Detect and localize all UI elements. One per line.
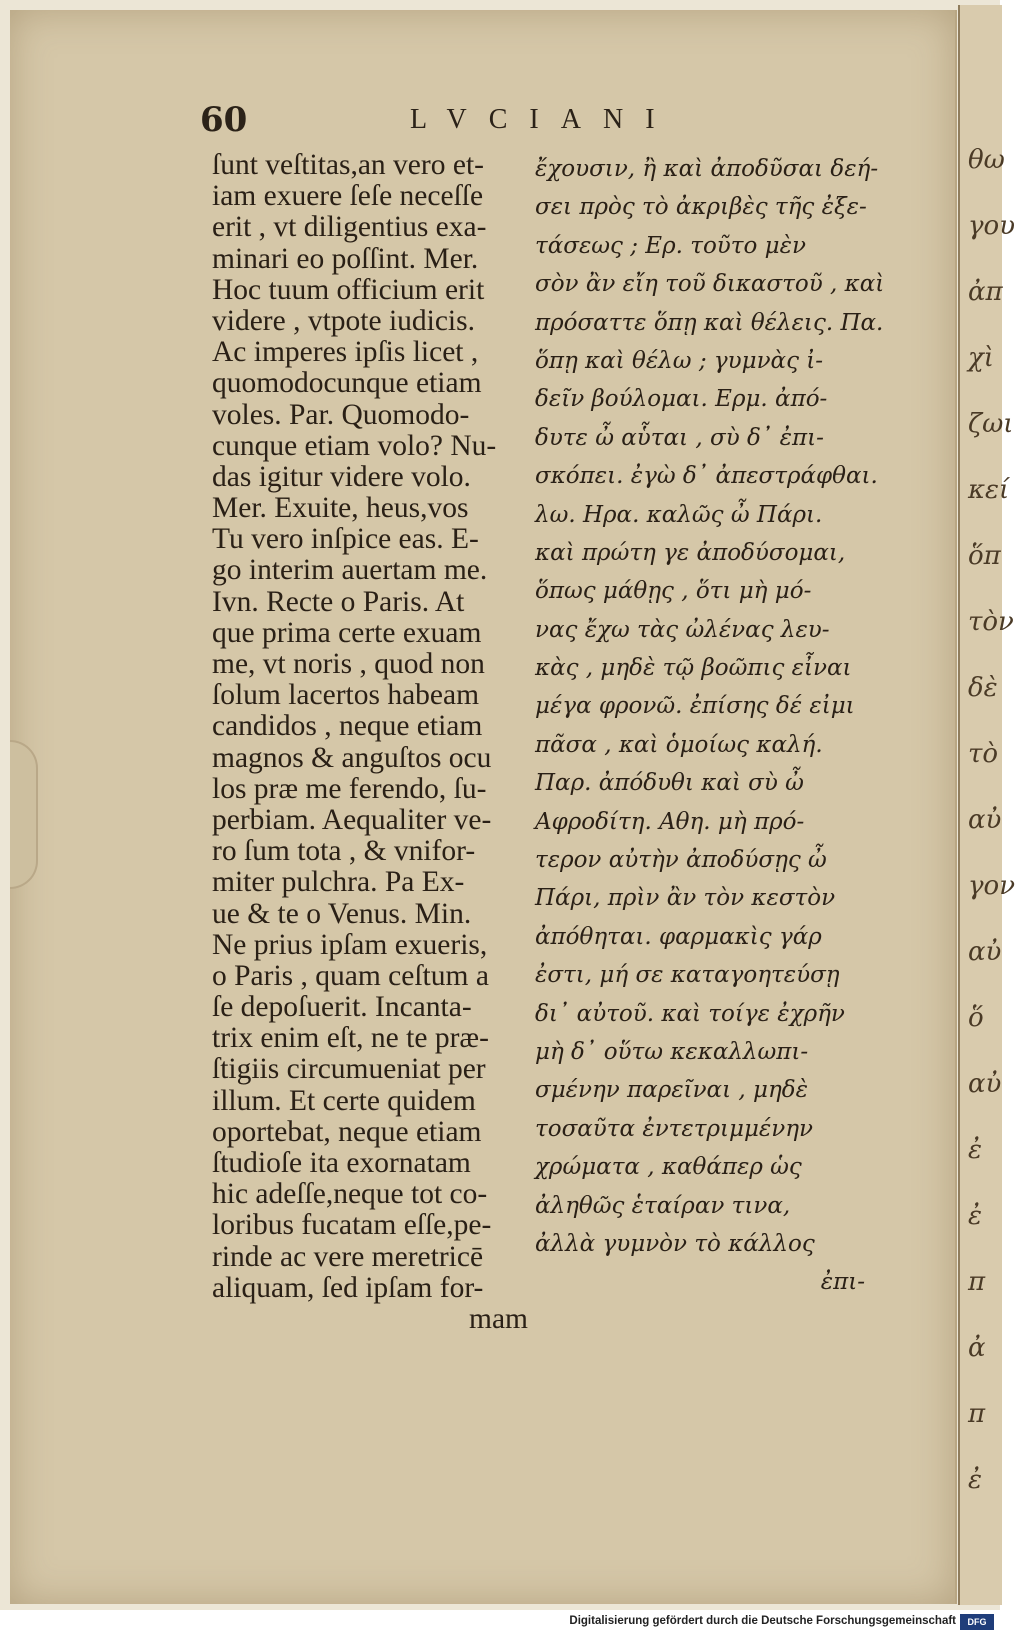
next-page-fragment: θω bbox=[968, 145, 1005, 175]
next-page-fragment: δὲ bbox=[968, 673, 998, 703]
next-page-fragment: γον bbox=[968, 871, 1015, 901]
greek-line: σκόπει. ἐγὼ δ᾽ ἀπεστράφθαι. bbox=[535, 463, 878, 490]
greek-line: τάσεως ; Ερ. τοῦτο μὲν bbox=[535, 232, 806, 259]
footer-bar bbox=[0, 1610, 1000, 1636]
latin-line: Mer. Exuite, heus,vos bbox=[212, 492, 469, 525]
latin-line: perbiam. Aequaliter ve- bbox=[212, 803, 492, 836]
greek-line: μέγα φρονῶ. ἐπίσης δέ εἰμι bbox=[535, 693, 855, 720]
greek-line: ὅπῃ καὶ θέλω ; γυμνὰς ἰ- bbox=[535, 347, 824, 374]
latin-line: go interim auertam me. bbox=[212, 554, 488, 587]
greek-line: τερον αὐτὴν ἀποδύσῃς ὦ bbox=[535, 847, 827, 874]
latin-line: Ac imperes ipſis licet , bbox=[212, 336, 479, 369]
latin-line: ſolum lacertos habeam bbox=[212, 679, 480, 712]
running-title: LVCIANI bbox=[410, 104, 677, 135]
latin-line: me, vt noris , quod non bbox=[212, 648, 485, 680]
greek-line: μὴ δ᾽ οὕτω κεκαλλωπι- bbox=[535, 1038, 809, 1065]
next-page-fragment: αὐ bbox=[968, 1069, 1002, 1099]
greek-line: δι᾽ αὐτοῦ. καὶ τοίγε ἐχρῆν bbox=[535, 1000, 845, 1027]
latin-line: aliquam, ſed ipſam for- bbox=[212, 1271, 484, 1304]
next-page-fragment: χὶ bbox=[968, 343, 994, 373]
page-header bbox=[200, 100, 700, 150]
latin-line: voles. Par. Quomodo- bbox=[212, 398, 470, 431]
latin-line: que prima certe exuam bbox=[212, 616, 482, 649]
latin-line: erit , vt diligentius exa- bbox=[212, 211, 487, 244]
page-number: 60 bbox=[200, 100, 248, 140]
latin-line: ſtigiis circumueniat per bbox=[212, 1053, 486, 1086]
greek-line: ἀπόθηται. φαρμακὶς γάρ bbox=[535, 923, 822, 950]
latin-line: Tu vero inſpice eas. E- bbox=[212, 523, 479, 556]
greek-line: σει πρὸς τὸ ἀκριβὲς τῆς ἐξε- bbox=[535, 194, 867, 221]
greek-line: πρόσαττε ὅπῃ καὶ θέλεις. Πα. bbox=[535, 309, 884, 336]
latin-line: das igitur videre volo. bbox=[212, 460, 471, 493]
next-page-fragment: π bbox=[968, 1267, 986, 1297]
greek-line: ἀληθῶς ἑταίραν τινα, bbox=[535, 1192, 791, 1219]
page-edge-tab bbox=[10, 740, 38, 889]
latin-line: trix enim eſt, ne te præ- bbox=[212, 1022, 489, 1055]
latin-line: loribus fucatam eſſe,pe- bbox=[212, 1209, 492, 1242]
next-page-fragment: αὐ bbox=[968, 805, 1002, 835]
latin-line: videre , vtpote iudicis. bbox=[212, 304, 475, 337]
latin-line: Ivn. Recte o Paris. At bbox=[212, 585, 465, 618]
next-page-fragment: τὸ bbox=[968, 739, 999, 769]
latin-line: miter pulchra. Pa Ex- bbox=[212, 866, 465, 899]
greek-line: νας ἔχω τὰς ὠλένας λευ- bbox=[535, 616, 830, 643]
greek-line: Πάρι, πρὶν ἂν τὸν κεστὸν bbox=[535, 885, 836, 912]
latin-line: hic adeſſe,neque tot co- bbox=[212, 1178, 488, 1211]
greek-line: δυτε ὦ αὗται , σὺ δ᾽ ἐπι- bbox=[535, 424, 824, 451]
latin-line: Ne prius ipſam exueris, bbox=[212, 928, 488, 961]
greek-line: πᾶσα , καὶ ὁμοίως καλή. bbox=[535, 731, 823, 758]
next-page-fragment: ζωι bbox=[968, 409, 1014, 439]
funding-credit: Digitalisierung gefördert durch die Deutsche Forschungsgemeinschaft bbox=[569, 1615, 956, 1627]
greek-line: ἐστι, μή σε καταγοητεύσῃ bbox=[535, 962, 840, 989]
greek-line: Παρ. ἀπόδυθι καὶ σὺ ὦ bbox=[535, 770, 804, 797]
next-page-fragment: ἐ bbox=[968, 1201, 982, 1231]
greek-line: λω. Ηρα. καλῶς ὦ Πάρι. bbox=[535, 501, 823, 528]
next-page-fragment: ὅ bbox=[968, 1003, 984, 1033]
latin-line: los præ me ferendo, ſu- bbox=[212, 772, 487, 805]
greek-line: σὸν ἂν εἴη τοῦ δικαστοῦ , καὶ bbox=[535, 271, 885, 298]
next-page-fragment: ἐ bbox=[968, 1465, 982, 1495]
latin-column bbox=[212, 150, 528, 1335]
next-page-fragment: ἐ bbox=[968, 1135, 982, 1165]
latin-line: cunque etiam volo? Nu- bbox=[212, 429, 497, 462]
catchword: mam bbox=[469, 1302, 528, 1335]
greek-line: Αφροδίτη. Αθη. μὴ πρό- bbox=[535, 808, 805, 835]
greek-line: ἔχουσιν, ἢ καὶ ἀποδῦσαι δεή- bbox=[535, 156, 879, 182]
latin-line: candidos , neque etiam bbox=[212, 710, 483, 743]
greek-line: χρώματα , καθάπερ ὡς bbox=[535, 1154, 802, 1181]
next-page-fragment: ἀ bbox=[968, 1333, 986, 1363]
latin-line: ro ſum tota , & vnifor- bbox=[212, 835, 476, 868]
latin-line: ſe depoſuerit. Incanta- bbox=[212, 991, 472, 1024]
next-page-fragment: ἀπ bbox=[968, 277, 1003, 307]
next-page-fragment: αὐ bbox=[968, 937, 1002, 967]
latin-line: o Paris , quam ceſtum a bbox=[212, 959, 489, 992]
greek-line: ὅπως μάθῃς , ὅτι μὴ μό- bbox=[535, 578, 812, 605]
latin-line: ſunt veſtitas,an vero et- bbox=[212, 149, 484, 181]
greek-line: σμένην παρεῖναι , μηδὲ bbox=[535, 1077, 808, 1104]
next-page-fragment: π bbox=[968, 1399, 986, 1429]
greek-line: ἀλλὰ γυμνὸν τὸ κάλλος bbox=[535, 1230, 815, 1257]
latin-line: oportebat, neque etiam bbox=[212, 1115, 482, 1148]
catchword: ἐπι- bbox=[820, 1269, 865, 1296]
next-page-fragment: γου bbox=[968, 211, 1015, 241]
greek-line: δεῖν βούλομαι. Ερμ. ἀπό- bbox=[535, 386, 828, 413]
latin-line: illum. Et certe quidem bbox=[212, 1084, 476, 1117]
greek-line: κὰς , μηδὲ τῷ βοῶπις εἶναι bbox=[535, 655, 852, 682]
latin-line: ſtudioſe ita exornatam bbox=[212, 1147, 471, 1179]
greek-column bbox=[535, 150, 885, 1302]
latin-line: magnos & anguſtos ocu bbox=[212, 741, 492, 774]
latin-line: ue & te o Venus. Min. bbox=[212, 897, 472, 930]
next-page-fragment: τὸν bbox=[968, 607, 1014, 637]
greek-line: καὶ πρώτη γε ἀποδύσομαι, bbox=[535, 539, 846, 566]
next-page-strip bbox=[958, 5, 1015, 1605]
latin-line: rinde ac vere meretricē bbox=[212, 1240, 484, 1273]
dfg-logo: DFG bbox=[960, 1614, 994, 1630]
next-page-fragment: ὅπ bbox=[968, 541, 1001, 571]
latin-line: Hoc tuum officium erit bbox=[212, 273, 485, 306]
latin-line: iam exuere ſeſe neceſſe bbox=[212, 180, 484, 213]
greek-line: τοσαῦτα ἐντετριμμένην bbox=[535, 1115, 813, 1142]
latin-line: quomodocunque etiam bbox=[212, 367, 482, 400]
latin-line: minari eo poſſint. Mer. bbox=[212, 242, 479, 275]
next-page-fragment: κεί bbox=[968, 475, 1010, 505]
